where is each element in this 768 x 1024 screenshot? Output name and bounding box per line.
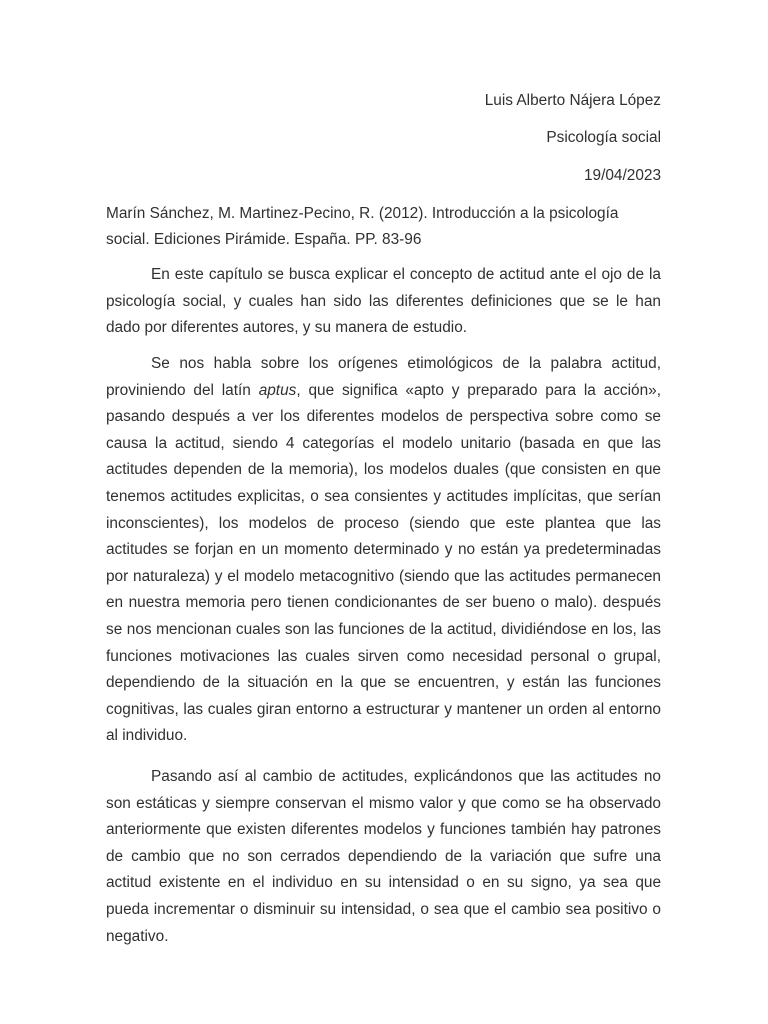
course-subject: Psicología social (546, 129, 661, 146)
author-name: Luis Alberto Nájera López (484, 92, 661, 109)
bibliographic-citation: Marín Sánchez, M. Martinez-Pecino, R. (2012). Introducción a la psicología social. Ediciones Pirámide. España. PP. 83-96 (106, 205, 619, 248)
paragraph-origins-text-start: Se nos habla sobre los orígenes etimológicos de la palabra actitud, proviniendo del latín (106, 355, 661, 399)
latin-term-aptus: aptus (258, 381, 297, 399)
paragraph-origins (106, 351, 661, 750)
document-date: 19/04/2023 (583, 167, 661, 184)
paragraph-origins-text-end: , que significa «apto y preparado para la acción», pasando después a ver los diferentes modelos de perspectiva sobre como se causa la actitud, siendo 4 categorías el modelo unitario (basada en que las actitudes dependen de la memoria), los modelos duales (que consisten en que tenemos actitudes explicitas, o sea consientes y actitudes implícitas, que serían inconscientes), los modelos de proceso (siendo que este plantea que las actitudes se forjan en un momento determinado y no están ya predeterminadas por naturaleza) y el modelo metacognitivo (siendo que las actitudes permanecen en nuestra memoria pero tienen condicionantes de ser bueno o malo). después se nos mencionan cuales son las funciones de la actitud, dividiéndose en los, las funciones motivaciones las cuales sirven como necesidad personal o grupal, dependiendo de la situación en la que se encuentren, y están las funciones cognitivas, las cuales giran entorno a estructurar y mantener un orden al entorno al individuo. (106, 381, 661, 745)
paragraph-attitude-change: Pasando así al cambio de actitudes, explicándonos que las actitudes no son estáticas y siempre conservan el mismo valor y que como se ha observado anteriormente que existen diferentes modelos y funciones también hay patrones de cambio que no son cerrados dependiendo de la variación que sufre una actitud existente en el individuo en su intensidad o en su signo, ya sea que pueda incrementar o disminuir su intensidad, o sea que el cambio sea positivo o negativo. (106, 768, 661, 945)
paragraph-intro: En este capítulo se busca explicar el concepto de actitud ante el ojo de la psicología social, y cuales han sido las diferentes definiciones que se le han dado por diferentes autores, y su manera de estudio. (106, 266, 661, 337)
